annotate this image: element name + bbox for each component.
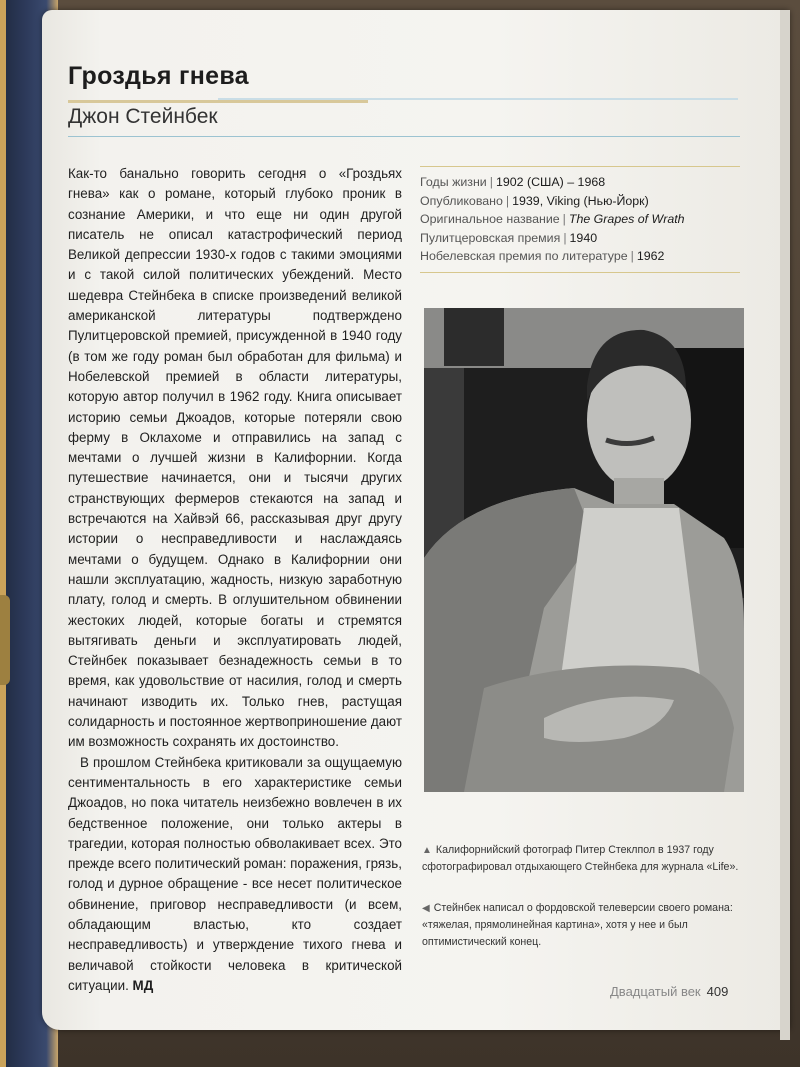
fact-published: [420, 192, 740, 211]
film-caption-text: Стейнбек написал о фордовской телеверсии своего романа: «тяжелая, прямолинейная картина», хотя у нее и был оптимистический конец.: [422, 902, 733, 948]
photo-caption-text: Калифорнийский фотограф Питер Стеклпол в 1937 году сфотографировал отдыхающего Стейнбека для журнала «Life».: [422, 844, 739, 873]
fact-original-title: [420, 210, 740, 229]
author-photo-illustration: [424, 308, 744, 792]
fact-separator: |: [563, 230, 567, 245]
fact-nobel: [420, 247, 740, 266]
fact-value: 1940: [569, 230, 598, 245]
article-body: [68, 164, 402, 996]
fact-label: Пулитцеровская премия: [420, 230, 561, 245]
title-rule: [68, 100, 368, 103]
paragraph-2-text: В прошлом Стейнбека критиковали за ощущаемую сентиментальность в его характеристике семьи Джоадов, но пока читатель неизбежно вовлечен в их бедственное положение, они только актеры в трагедии, которая полностью обволакивает всех. Это прежде всего политический роман: поражения, грязь, голод и дурное обращение - все несет политическое обвинение, приговор несправедливости (и всем, обладающим властью, кто создает несправедливость) и утверждение тихого гнева и величавой стойкости человека в критической ситуации.: [68, 754, 402, 993]
author-photo: [424, 308, 744, 792]
page-edge: [780, 10, 790, 1040]
paragraph-1: Как-то банально говорить сегодня о «Гроздьях гнева» как о романе, который глубоко проник в сознание Америки, и что еще ни один другой писатель не описал катастрофический период Великой депрессии 1930-х годов с такими эмоциями и с такой силой политических убеждений. Место шедевра Стейнбека в списке произведений великой американской литературы подтверждено Пулитцеровской премией, присужденной в 1940 году (в том же году роман был обработан для фильма) и Нобелевской премией в области литературы, которую автор получил в 1962 году. Книга описывает историю семьи Джоадов, которые потеряли свою ферму в Оклахоме и отправились на запад с мечтами о лучшей жизни в Калифорнии. Когда путешествие начинается, они и тысячи других странствующих фермеров стекаются на запад и встречаются на Хайвэй 66, рассказывая друг другу истории о несправедливости и наслаждаясь мечтами о будущем. Однако в Калифорнии они нашли эксплуатацию, жадность, низкую заработную плату, голод и смерть. В оглушительном обвинении жестоких людей, которые богаты и стремятся вытягивать деньги и эксплуатировать людей, Стейнбек показывает безнадежность семьи в то время, как удовольствие от насилия, голод и смерть начинают изводить их. Только гнев, растущая солидарность и постоянное жертвоприношение дают им возможность сохранять их достоинство.: [68, 166, 402, 750]
fact-lifespan: [420, 173, 740, 192]
section-name: Двадцатый век: [610, 984, 701, 999]
fact-label: Оригинальное название: [420, 212, 560, 227]
photo-caption: [422, 842, 742, 876]
facts-panel: [420, 166, 740, 273]
fact-value: 1902 (США) – 1968: [495, 175, 606, 189]
fact-separator: |: [505, 193, 510, 208]
title-rule-blue: [218, 98, 738, 100]
triangle-left-icon: ◀: [422, 903, 430, 914]
fact-separator: |: [489, 175, 493, 189]
title-block: [68, 62, 738, 129]
fact-value: 1939, Viking (Нью-Йорк): [512, 193, 649, 208]
page-footer: [610, 984, 728, 999]
fact-value: The Grapes of Wrath: [568, 212, 685, 227]
fact-pulitzer: [420, 229, 740, 248]
author-initials: МД: [132, 977, 154, 993]
fact-label: Опубликовано: [420, 193, 503, 208]
facts-rule-bottom: [420, 272, 740, 273]
author-name: Джон Стейнбек: [68, 105, 218, 128]
fact-label: Годы жизни: [420, 175, 487, 189]
book-title: Гроздья гнева: [68, 62, 249, 90]
facts-rule-top: [420, 166, 740, 167]
fact-separator: |: [562, 212, 566, 227]
author-rule: [68, 136, 740, 137]
spine-stripe: [0, 0, 6, 1067]
fact-separator: |: [630, 249, 634, 264]
spine-mark: [0, 595, 10, 685]
triangle-up-icon: ▲: [422, 845, 432, 856]
fact-label: Нобелевская премия по литературе: [420, 249, 628, 264]
fact-value: 1962: [636, 249, 665, 264]
film-caption: [422, 900, 742, 951]
page-number: 409: [706, 984, 729, 999]
paragraph-2: [68, 753, 402, 997]
